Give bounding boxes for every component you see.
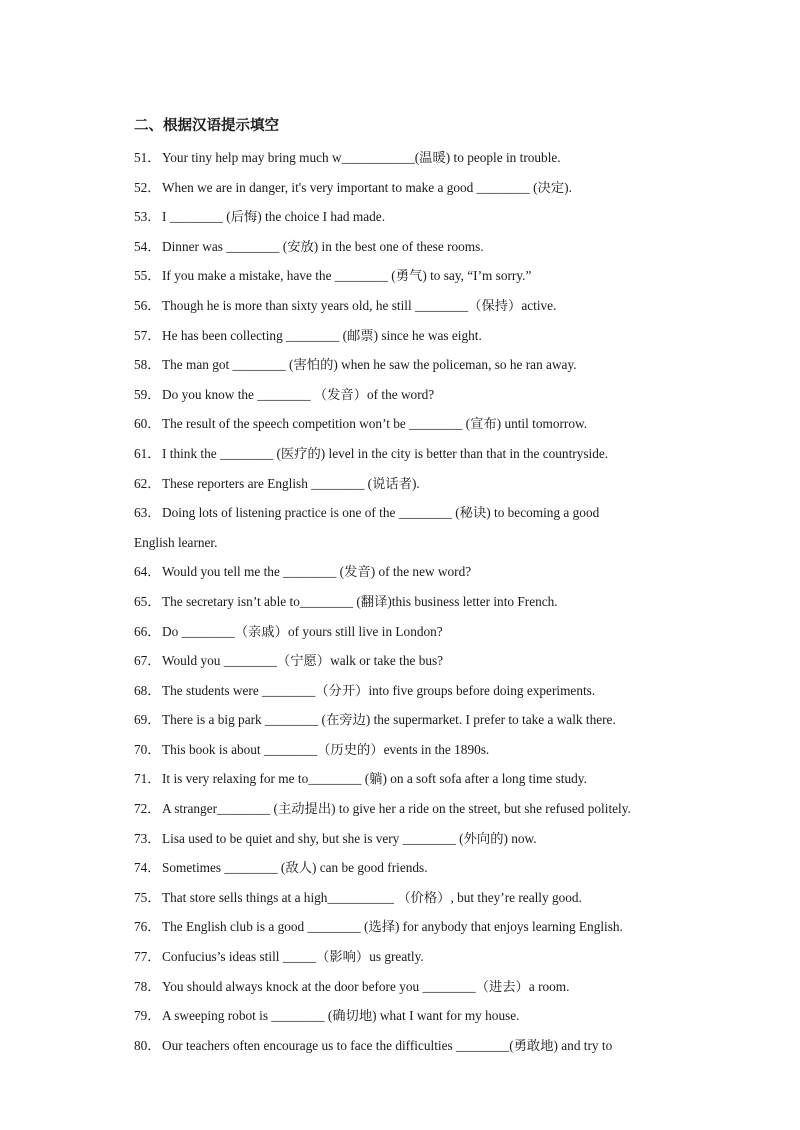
question-item [134, 557, 694, 587]
question-text: I think the ________ (医疗的) level in the city is better than that in the countryside. [162, 445, 609, 461]
question-item [134, 794, 694, 824]
question-text: There is a big park ________ (在旁边) the supermarket. I prefer to take a walk there. [162, 712, 616, 728]
question-number: 55． [134, 268, 161, 284]
question-number: 79． [134, 1008, 161, 1024]
question-number: 54． [134, 238, 161, 254]
question-text: Would you tell me the ________ (发音) of the new word? [162, 564, 472, 580]
question-text: You should always knock at the door before you ________（进去）a room. [162, 978, 570, 994]
question-number: 74． [134, 860, 161, 876]
question-item [134, 321, 694, 351]
question-text: It is very relaxing for me to________ (躺) on a soft sofa after a long time study. [162, 771, 587, 787]
question-number: 62． [134, 475, 161, 491]
question-item [134, 705, 694, 735]
question-number: 80． [134, 1037, 161, 1053]
question-item [134, 735, 694, 765]
question-item [134, 350, 694, 380]
question-text: Lisa used to be quiet and shy, but she is very ________ (外向的) now. [162, 830, 537, 846]
question-item [134, 617, 694, 647]
question-text: Dinner was ________ (安放) in the best one of these rooms. [162, 238, 484, 254]
question-text: Do ________（亲戚）of yours still live in London? [162, 623, 443, 639]
question-text-continuation: English learner. [134, 534, 218, 550]
question-number: 77． [134, 949, 161, 965]
question-item [134, 587, 694, 617]
question-text: Do you know the ________ （发音）of the word? [162, 386, 435, 402]
question-number: 61． [134, 445, 161, 461]
question-text: These reporters are English ________ (说话者). [162, 475, 420, 491]
question-item [134, 469, 694, 499]
question-number: 71． [134, 771, 161, 787]
question-number: 76． [134, 919, 161, 935]
question-text: Your tiny help may bring much w___________(温暖) to people in trouble. [162, 150, 561, 165]
question-number: 66． [134, 623, 161, 639]
question-item [134, 824, 694, 854]
question-item [134, 173, 694, 203]
question-text: The result of the speech competition won’t be ________ (宣布) until tomorrow. [162, 416, 588, 432]
question-text: When we are in danger, it's very important to make a good ________ (决定). [162, 179, 572, 195]
question-item [134, 883, 694, 913]
question-item [134, 853, 694, 883]
question-number: 67． [134, 653, 161, 669]
question-number: 56． [134, 297, 161, 313]
question-item [134, 972, 694, 1002]
question-item [134, 261, 694, 291]
question-item [134, 232, 694, 262]
question-item [134, 764, 694, 794]
question-item [134, 1001, 694, 1031]
question-text: The man got ________ (害怕的) when he saw the policeman, so he ran away. [162, 357, 577, 373]
question-number: 58． [134, 357, 161, 373]
question-item [134, 498, 694, 557]
question-item [134, 942, 694, 972]
question-text: Sometimes ________ (敌人) can be good friends. [162, 860, 428, 876]
question-number: 68． [134, 682, 161, 698]
question-text: The English club is a good ________ (选择) for anybody that enjoys learning English. [162, 919, 623, 935]
question-text: This book is about ________（历史的）events in the 1890s. [162, 741, 490, 757]
question-item [134, 380, 694, 410]
question-number: 64． [134, 564, 161, 580]
question-number: 53． [134, 209, 161, 225]
question-number: 65． [134, 593, 161, 609]
question-item [134, 143, 694, 173]
question-item [134, 912, 694, 942]
question-text: Doing lots of listening practice is one of the ________ (秘诀) to becoming a good [162, 505, 600, 521]
question-text: That store sells things at a high__________ （价格）, but they’re really good. [162, 889, 582, 905]
question-number: 78． [134, 978, 161, 994]
question-item [134, 291, 694, 321]
question-number: 59． [134, 386, 161, 402]
question-text: Our teachers often encourage us to face the difficulties ________(勇敢地) and try to [162, 1037, 613, 1053]
question-number: 52． [134, 179, 161, 195]
question-text: Though he is more than sixty years old, he still ________（保持）active. [162, 297, 557, 313]
question-item [134, 1031, 694, 1061]
question-number: 72． [134, 801, 161, 817]
question-text: I ________ (后悔) the choice I had made. [162, 209, 386, 225]
section-title: 二、根据汉语提示填空 [134, 118, 279, 134]
question-number: 73． [134, 830, 161, 846]
question-number: 60． [134, 416, 161, 432]
question-number: 69． [134, 712, 161, 728]
question-list [134, 143, 694, 1060]
question-text: If you make a mistake, have the ________ (勇气) to say, “I’m sorry.” [162, 268, 532, 284]
question-number: 70． [134, 741, 161, 757]
question-number: 57． [134, 327, 161, 343]
question-text: The students were ________（分开）into five groups before doing experiments. [162, 682, 596, 698]
question-number: 75． [134, 889, 161, 905]
question-item [134, 202, 694, 232]
question-text: A sweeping robot is ________ (确切地) what I want for my house. [162, 1008, 520, 1024]
question-item [134, 409, 694, 439]
question-text: He has been collecting ________ (邮票) since he was eight. [162, 327, 482, 343]
question-text: Confucius’s ideas still _____（影响）us greatly. [162, 949, 424, 965]
question-item [134, 646, 694, 676]
question-number: 63． [134, 505, 161, 521]
question-number: 51． [134, 150, 161, 165]
question-text: Would you ________（宁愿）walk or take the bus? [162, 653, 444, 669]
question-text: A stranger________ (主动提出) to give her a ride on the street, but she refused politely. [162, 801, 631, 817]
question-text: The secretary isn’t able to________ (翻译)this business letter into French. [162, 593, 558, 609]
question-item [134, 439, 694, 469]
question-item [134, 676, 694, 706]
